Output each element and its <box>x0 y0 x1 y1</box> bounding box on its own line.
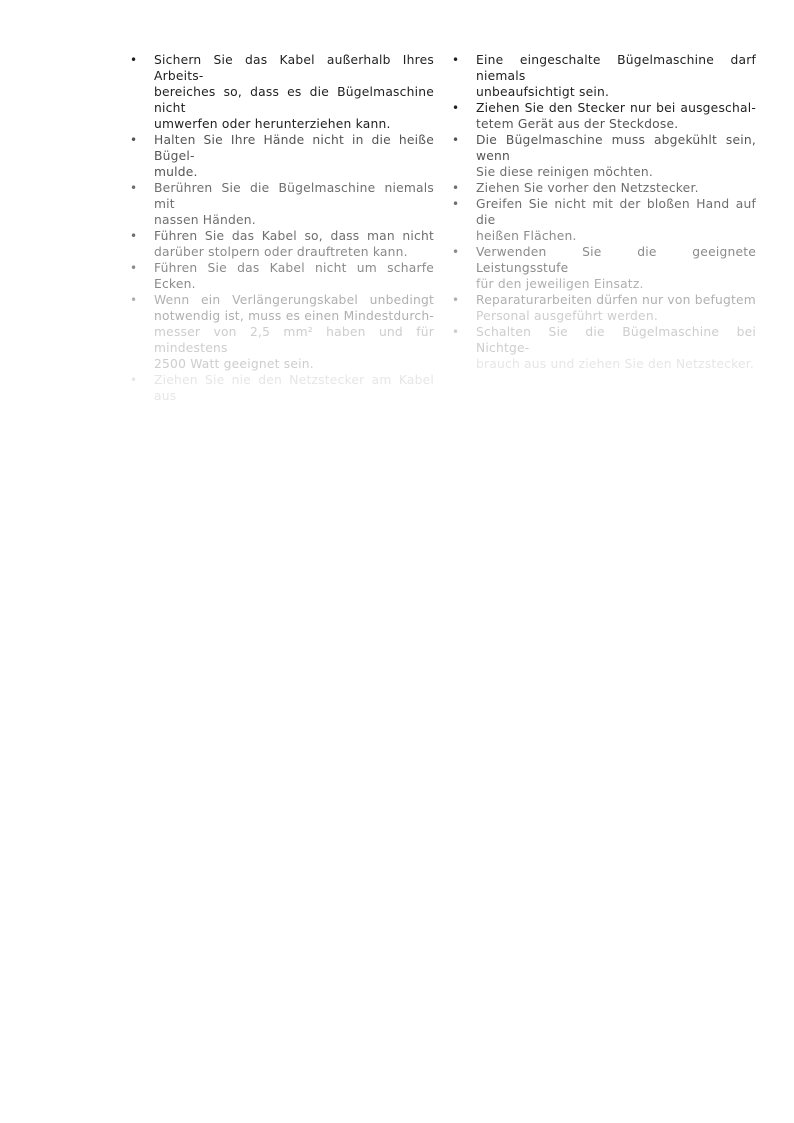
bullet-text-line: notwendig ist, muss es einen Mindestdurch- <box>154 309 434 323</box>
bullet-icon: • <box>130 261 138 275</box>
bullet-text-line: Ziehen Sie nie den Netzstecker am Kabel aus <box>154 373 434 403</box>
bullet-text-line: Ziehen Sie den Stecker nur bei ausgeschal- <box>476 101 756 115</box>
bullet-icon: • <box>130 53 138 67</box>
bullet-icon: • <box>452 245 460 259</box>
bullet-icon: • <box>130 133 138 147</box>
bullet-icon: • <box>130 229 138 243</box>
bullet-text-line: umwerfen oder herunterziehen kann. <box>154 117 391 131</box>
bullet-text-line: heißen Flächen. <box>476 229 577 243</box>
bullet-item <box>452 196 756 244</box>
bullet-icon: • <box>452 101 460 115</box>
bullet-text-line: Greifen Sie nicht mit der bloßen Hand auf die <box>476 197 756 227</box>
bullet-item <box>452 292 756 324</box>
bullet-item <box>130 292 434 372</box>
bullet-item <box>452 132 756 180</box>
bullet-icon: • <box>452 325 460 339</box>
bullet-text-line: Personal ausgeführt werden. <box>476 309 658 323</box>
bullet-item <box>130 52 434 132</box>
bullet-text-line: nassen Händen. <box>154 213 256 227</box>
right-column-list <box>452 52 756 371</box>
left-column-list <box>130 52 434 403</box>
bullet-text-line: messer von 2,5 mm² haben und für mindestens <box>154 325 434 355</box>
bullet-text-line: Wenn ein Verlängerungskabel unbedingt <box>154 293 434 307</box>
bullet-text-line: mulde. <box>154 165 198 179</box>
bullet-text-line: brauch aus und ziehen Sie den Netzstecker. <box>476 357 754 371</box>
bullet-item <box>130 180 434 228</box>
bullet-icon: • <box>130 293 138 307</box>
bullet-text-line: tetem Gerät aus der Steckdose. <box>476 117 679 131</box>
bullet-item <box>130 132 434 180</box>
bullet-text-line: Halten Sie Ihre Hände nicht in die heiße Bügel- <box>154 133 434 163</box>
bullet-item <box>130 228 434 260</box>
bullet-text-line: für den jeweiligen Einsatz. <box>476 277 644 291</box>
bullet-text-line: Sie diese reinigen möchten. <box>476 165 653 179</box>
bullet-text-line: Berühren Sie die Bügelmaschine niemals mit <box>154 181 434 211</box>
bullet-item <box>452 52 756 100</box>
bullet-icon: • <box>452 197 460 211</box>
bullet-item <box>452 244 756 292</box>
bullet-text-line: unbeaufsichtigt sein. <box>476 85 610 99</box>
bullet-text-line: Führen Sie das Kabel nicht um scharfe Ecken. <box>154 261 434 291</box>
bullet-icon: • <box>452 53 460 67</box>
bullet-text-line: Die Bügelmaschine muss abgekühlt sein, wenn <box>476 133 756 163</box>
bullet-text-line: Führen Sie das Kabel so, dass man nicht <box>154 229 434 243</box>
bullet-item <box>130 372 434 404</box>
bullet-text-line: Sichern Sie das Kabel außerhalb Ihres Arbeits- <box>154 53 434 83</box>
bullet-text-line: bereiches so, dass es die Bügelmaschine nicht <box>154 85 434 115</box>
bullet-text-line: Schalten Sie die Bügelmaschine bei Nichtge- <box>476 325 756 355</box>
bullet-text-line: Ziehen Sie vorher den Netzstecker. <box>476 181 699 195</box>
bullet-item <box>452 180 756 196</box>
bullet-item <box>130 260 434 292</box>
bullet-text-line: Reparaturarbeiten dürfen nur von befugtem <box>476 293 756 307</box>
bullet-text-line: Verwenden Sie die geeignete Leistungsstufe <box>476 245 756 275</box>
bullet-item <box>452 324 756 372</box>
bullet-icon: • <box>452 181 460 195</box>
bullet-text-line: 2500 Watt geeignet sein. <box>154 357 314 371</box>
bullet-item <box>452 100 756 132</box>
bullet-icon: • <box>130 181 138 195</box>
bullet-text-line: Eine eingeschalte Bügelmaschine darf niemals <box>476 53 756 83</box>
bullet-icon: • <box>452 293 460 307</box>
bullet-icon: • <box>130 373 138 387</box>
bullet-text-line: darüber stolpern oder drauftreten kann. <box>154 245 408 259</box>
bullet-icon: • <box>452 133 460 147</box>
